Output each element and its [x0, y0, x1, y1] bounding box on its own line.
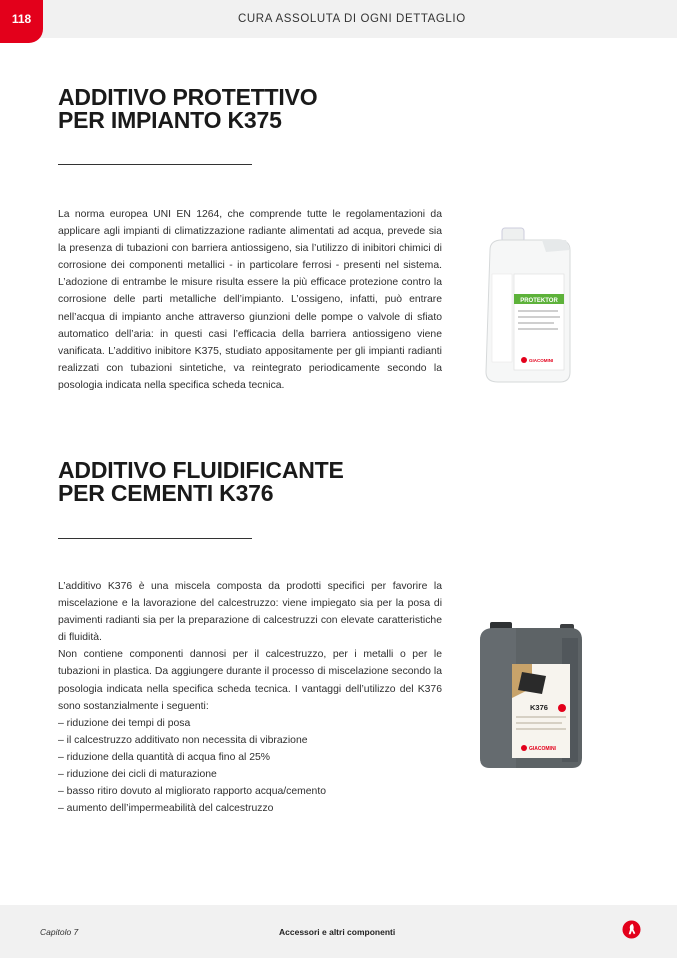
list-item: – il calcestruzzo additivato non necessita di vibrazione: [58, 734, 308, 746]
section-name: Accessori e altri componenti: [279, 927, 396, 937]
title-line: ADDITIVO FLUIDIFICANTE: [58, 457, 344, 483]
advantages-list: [58, 715, 442, 818]
title-line: ADDITIVO PROTETTIVO: [58, 84, 318, 110]
list-item: – basso ritiro dovuto al migliorato rapporto acqua/cemento: [58, 786, 326, 798]
page-number: 118: [0, 0, 43, 43]
list-item: – riduzione della quantità di acqua fino al 25%: [58, 751, 271, 763]
section-title-k376: [58, 459, 344, 505]
title-rule: [58, 538, 252, 539]
body-text-k376: [58, 578, 442, 817]
paragraph: Non contiene componenti dannosi per il calcestruzzo, per i metalli o per le tubazioni in plastica. Da aggiungere durante il processo di miscelazione secondo la posologia indicata nella specifica scheda tecnica. I vantaggi dell’utilizzo del K376 sono sostanzialmente i seguenti:: [58, 649, 442, 712]
section-title-k375: [58, 86, 317, 132]
k376-tank-image: [476, 618, 586, 774]
tank-brand-text: GIACOMINI: [529, 746, 556, 752]
paragraph: L’additivo K376 è una miscela composta da prodotti specifici per favorire la miscelazione e la lavorazione del calcestruzzo: viene impiegato sia per la posa di pavimenti radianti sia per la preparazione di calcestruzzi con elevate caratteristiche di fluidità.: [58, 581, 442, 644]
k375-bottle-image: [480, 222, 580, 387]
bottle-label-text: PROTEKTOR: [520, 298, 558, 304]
list-item: – aumento dell’impermeabilità del calcestruzzo: [58, 803, 274, 815]
list-item: – riduzione dei cicli di maturazione: [58, 769, 217, 781]
bottle-brand-text: GIACOMINI: [529, 358, 554, 363]
body-text-k375: [58, 206, 442, 394]
running-head: CURA ASSOLUTA DI OGNI DETTAGLIO: [238, 13, 466, 25]
chapter-label: Capitolo 7: [40, 927, 79, 937]
title-rule: [58, 164, 252, 165]
title-line: PER CEMENTI K376: [58, 480, 274, 506]
paragraph: La norma europea UNI EN 1264, che comprende tutte le regolamentazioni da applicare agli impianti di climatizzazione radiante alimentati ad acqua, prevede sia la presenza di tubazioni con barriera antiossigeno, sia l’utilizzo di inibitori chimici di corrosione dei componenti metallici - in particolare ferrosi - presenti nel sistema. L’adozione di entrambe le misure risulta essere la più efficace protezione contro la corrosione delle parti metalliche dell’impianto. L’ossigeno, infatti, può entrare nell’acqua di impianto anche attraverso giunzioni delle pompe o valvole di sfiato automatico dell’aria: in questi casi l’efficacia della barriera antiossigeno viene vanificata. L’additivo inibitore K375, studiato appositamente per gli impianti radianti realizzati con tubazioni sintetiche, va reintegrato periodicamente secondo la posologia indicata nella specifica scheda tecnica.: [58, 209, 442, 391]
title-line: PER IMPIANTO K375: [58, 107, 282, 133]
list-item: – riduzione dei tempi di posa: [58, 717, 191, 729]
brand-logo-icon: [622, 920, 641, 939]
tank-label-text: K376: [530, 703, 548, 712]
